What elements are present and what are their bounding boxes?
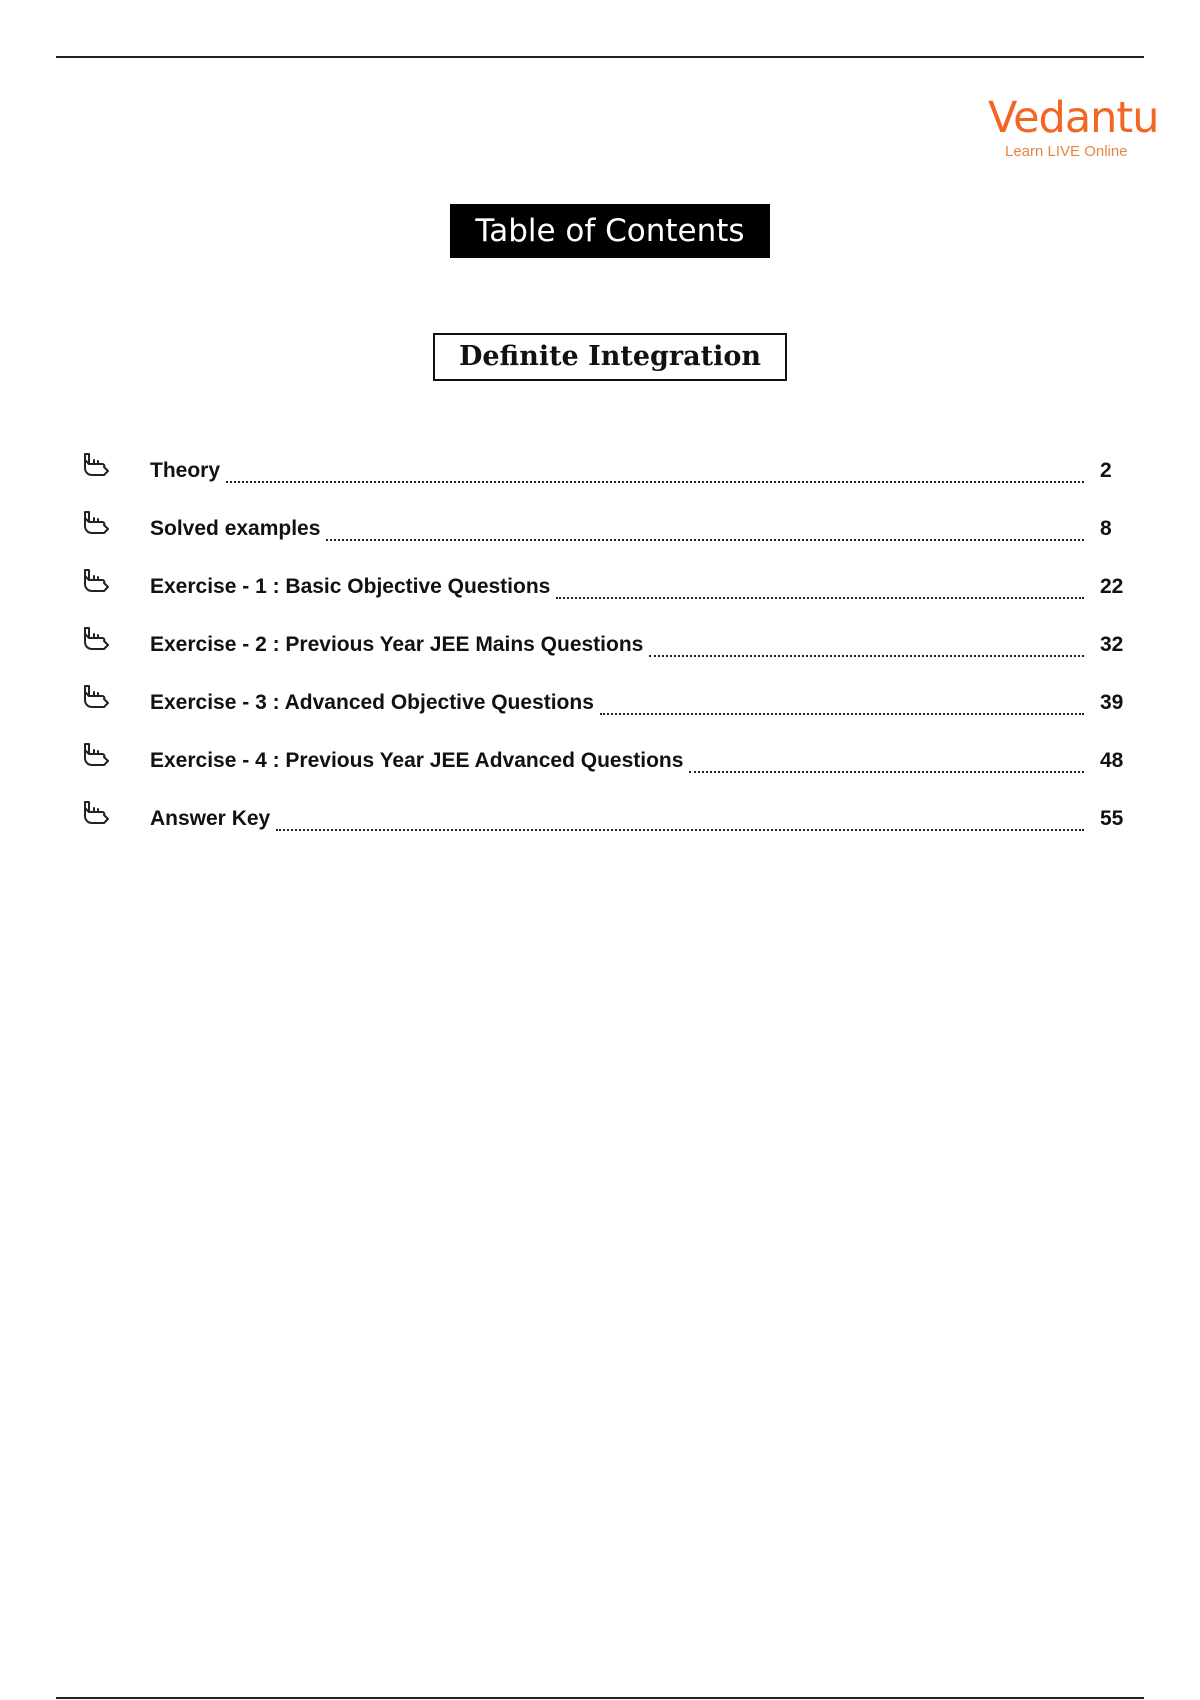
toc-item-page: 48 — [1100, 749, 1124, 772]
toc-item-exercise-2[interactable] — [80, 624, 1130, 664]
dot-leader — [226, 481, 1084, 483]
toc-item-theory[interactable] — [80, 450, 1130, 490]
toc-item-page: 39 — [1100, 691, 1124, 714]
toc-item-answer-key[interactable] — [80, 798, 1130, 838]
toc-item-label: Exercise - 4 : Previous Year JEE Advanced Questions — [150, 749, 684, 772]
toc-item-label: Exercise - 1 : Basic Objective Questions — [150, 575, 551, 598]
logo-wordmark: Vedantu — [988, 93, 1159, 143]
chapter-title: Definite Integration — [433, 333, 787, 381]
toc-heading: Table of Contents — [450, 204, 770, 258]
toc-item-page: 32 — [1100, 633, 1124, 656]
hand-pointing-icon — [80, 798, 112, 830]
toc-item-exercise-4[interactable] — [80, 740, 1130, 780]
toc-item-label: Answer Key — [150, 807, 271, 830]
toc-item-page: 55 — [1100, 807, 1124, 830]
hand-pointing-icon — [80, 450, 112, 482]
toc-item-exercise-3[interactable] — [80, 682, 1130, 722]
toc-item-label: Solved examples — [150, 517, 321, 540]
toc-item-page: 22 — [1100, 575, 1124, 598]
toc-item-page: 8 — [1100, 517, 1112, 540]
dot-leader — [600, 713, 1084, 715]
dot-leader — [556, 597, 1084, 599]
hand-pointing-icon — [80, 566, 112, 598]
dot-leader — [276, 829, 1084, 831]
toc-item-label: Exercise - 2 : Previous Year JEE Mains Questions — [150, 633, 644, 656]
bottom-divider — [56, 1697, 1144, 1699]
vedantu-logo — [976, 93, 1159, 166]
hand-pointing-icon — [80, 740, 112, 772]
toc-item-solved-examples[interactable] — [80, 508, 1130, 548]
toc-item-label: Theory — [150, 459, 221, 482]
toc-item-label: Exercise - 3 : Advanced Objective Questions — [150, 691, 594, 714]
dot-leader — [649, 655, 1084, 657]
hand-pointing-icon — [80, 508, 112, 540]
top-divider — [56, 56, 1144, 58]
logo-tagline: Learn LIVE Online — [1005, 143, 1128, 160]
toc-item-exercise-1[interactable] — [80, 566, 1130, 606]
toc-item-page: 2 — [1100, 459, 1112, 482]
dot-leader — [326, 539, 1084, 541]
dot-leader — [689, 771, 1084, 773]
hand-pointing-icon — [80, 682, 112, 714]
hand-pointing-icon — [80, 624, 112, 656]
